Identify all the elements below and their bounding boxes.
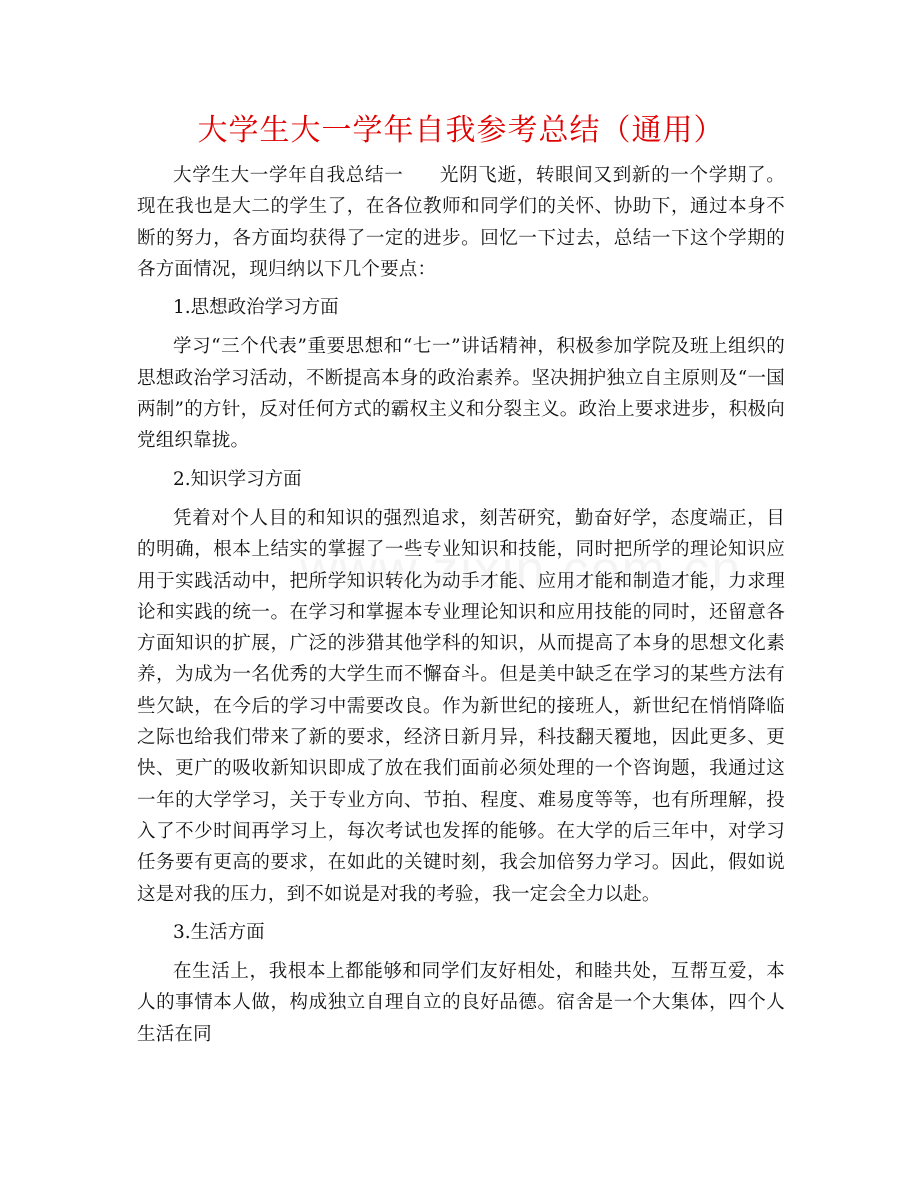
document-title: 大学生大一学年自我参考总结（通用） <box>197 113 725 148</box>
intro-text: 光阴飞逝，转眼间又到新的一个学期了。现在我也是大二的学生了，在各位教师和同学们的关怀、协助下，通过本身不断的努力，各方面均获得了一定的进步。回忆一下过去，总结一下这个学期的各方面情况，现归纳以下几个要点： <box>137 165 785 280</box>
intro-label: 大学生大一学年自我总结一 <box>173 165 404 186</box>
section-body-life: 在生活上，我根本上都能够和同学们友好相处，和睦共处，互帮互爱，本人的事情本人做，构成独立自理自立的良好品德。宿舍是一个大集体，四个人生活在同 <box>137 961 785 1045</box>
intro-paragraph <box>137 160 785 285</box>
section-body-knowledge: 凭着对个人目的和知识的强烈追求，刻苦研究，勤奋好学，态度端正，目的明确，根本上结实的掌握了一些专业知识和技能，同时把所学的理论知识应用于实践活动中，把所学知识转化为动手才能、应用才能和制造才能，力求理论和实践的统一。在学习和掌握本专业理论知识和应用技能的同时，还留意各方面知识的扩展，广泛的涉猎其他学科的知识，从而提高了本身的思想文化素养，为成为一名优秀的大学生而不懈奋斗。但是美中缺乏在学习的某些方法有些欠缺，在今后的学习中需要改良。作为新世纪的接班人，新世纪在悄悄降临之际也给我们带来了新的要求，经济日新月异，科技翻天覆地，因此更多、更快、更广的吸收新知识即成了放在我们面前必须处理的一个咨询题，我通过这一年的大学学习，关于专业方向、节拍、程度、难易度等等，也有所理解，投入了不少时间再学习上，每次考试也发挥的能够。在大学的后三年中，对学习任务要有更高的要求，在如此的关键时刻，我会加倍努力学习。因此，假如说这是对我的压力，到不如说是对我的考验，我一定会全力以赴。 <box>137 507 785 905</box>
section-heading-politics: 1.思想政治学习方面 <box>173 297 339 319</box>
section-heading-life: 3.生活方面 <box>173 921 265 943</box>
section-body-politics: 学习“三个代表”重要思想和“七一”讲话精神，积极参加学院及班上组织的思想政治学习活动，不断提高本身的政治素养。坚决拥护独立自主原则及“一国两制”的方针，反对任何方式的霸权主义和分裂主义。政治上要求进步，积极向党组织靠拢。 <box>137 336 785 452</box>
section-heading-knowledge: 2.知识学习方面 <box>173 468 302 490</box>
